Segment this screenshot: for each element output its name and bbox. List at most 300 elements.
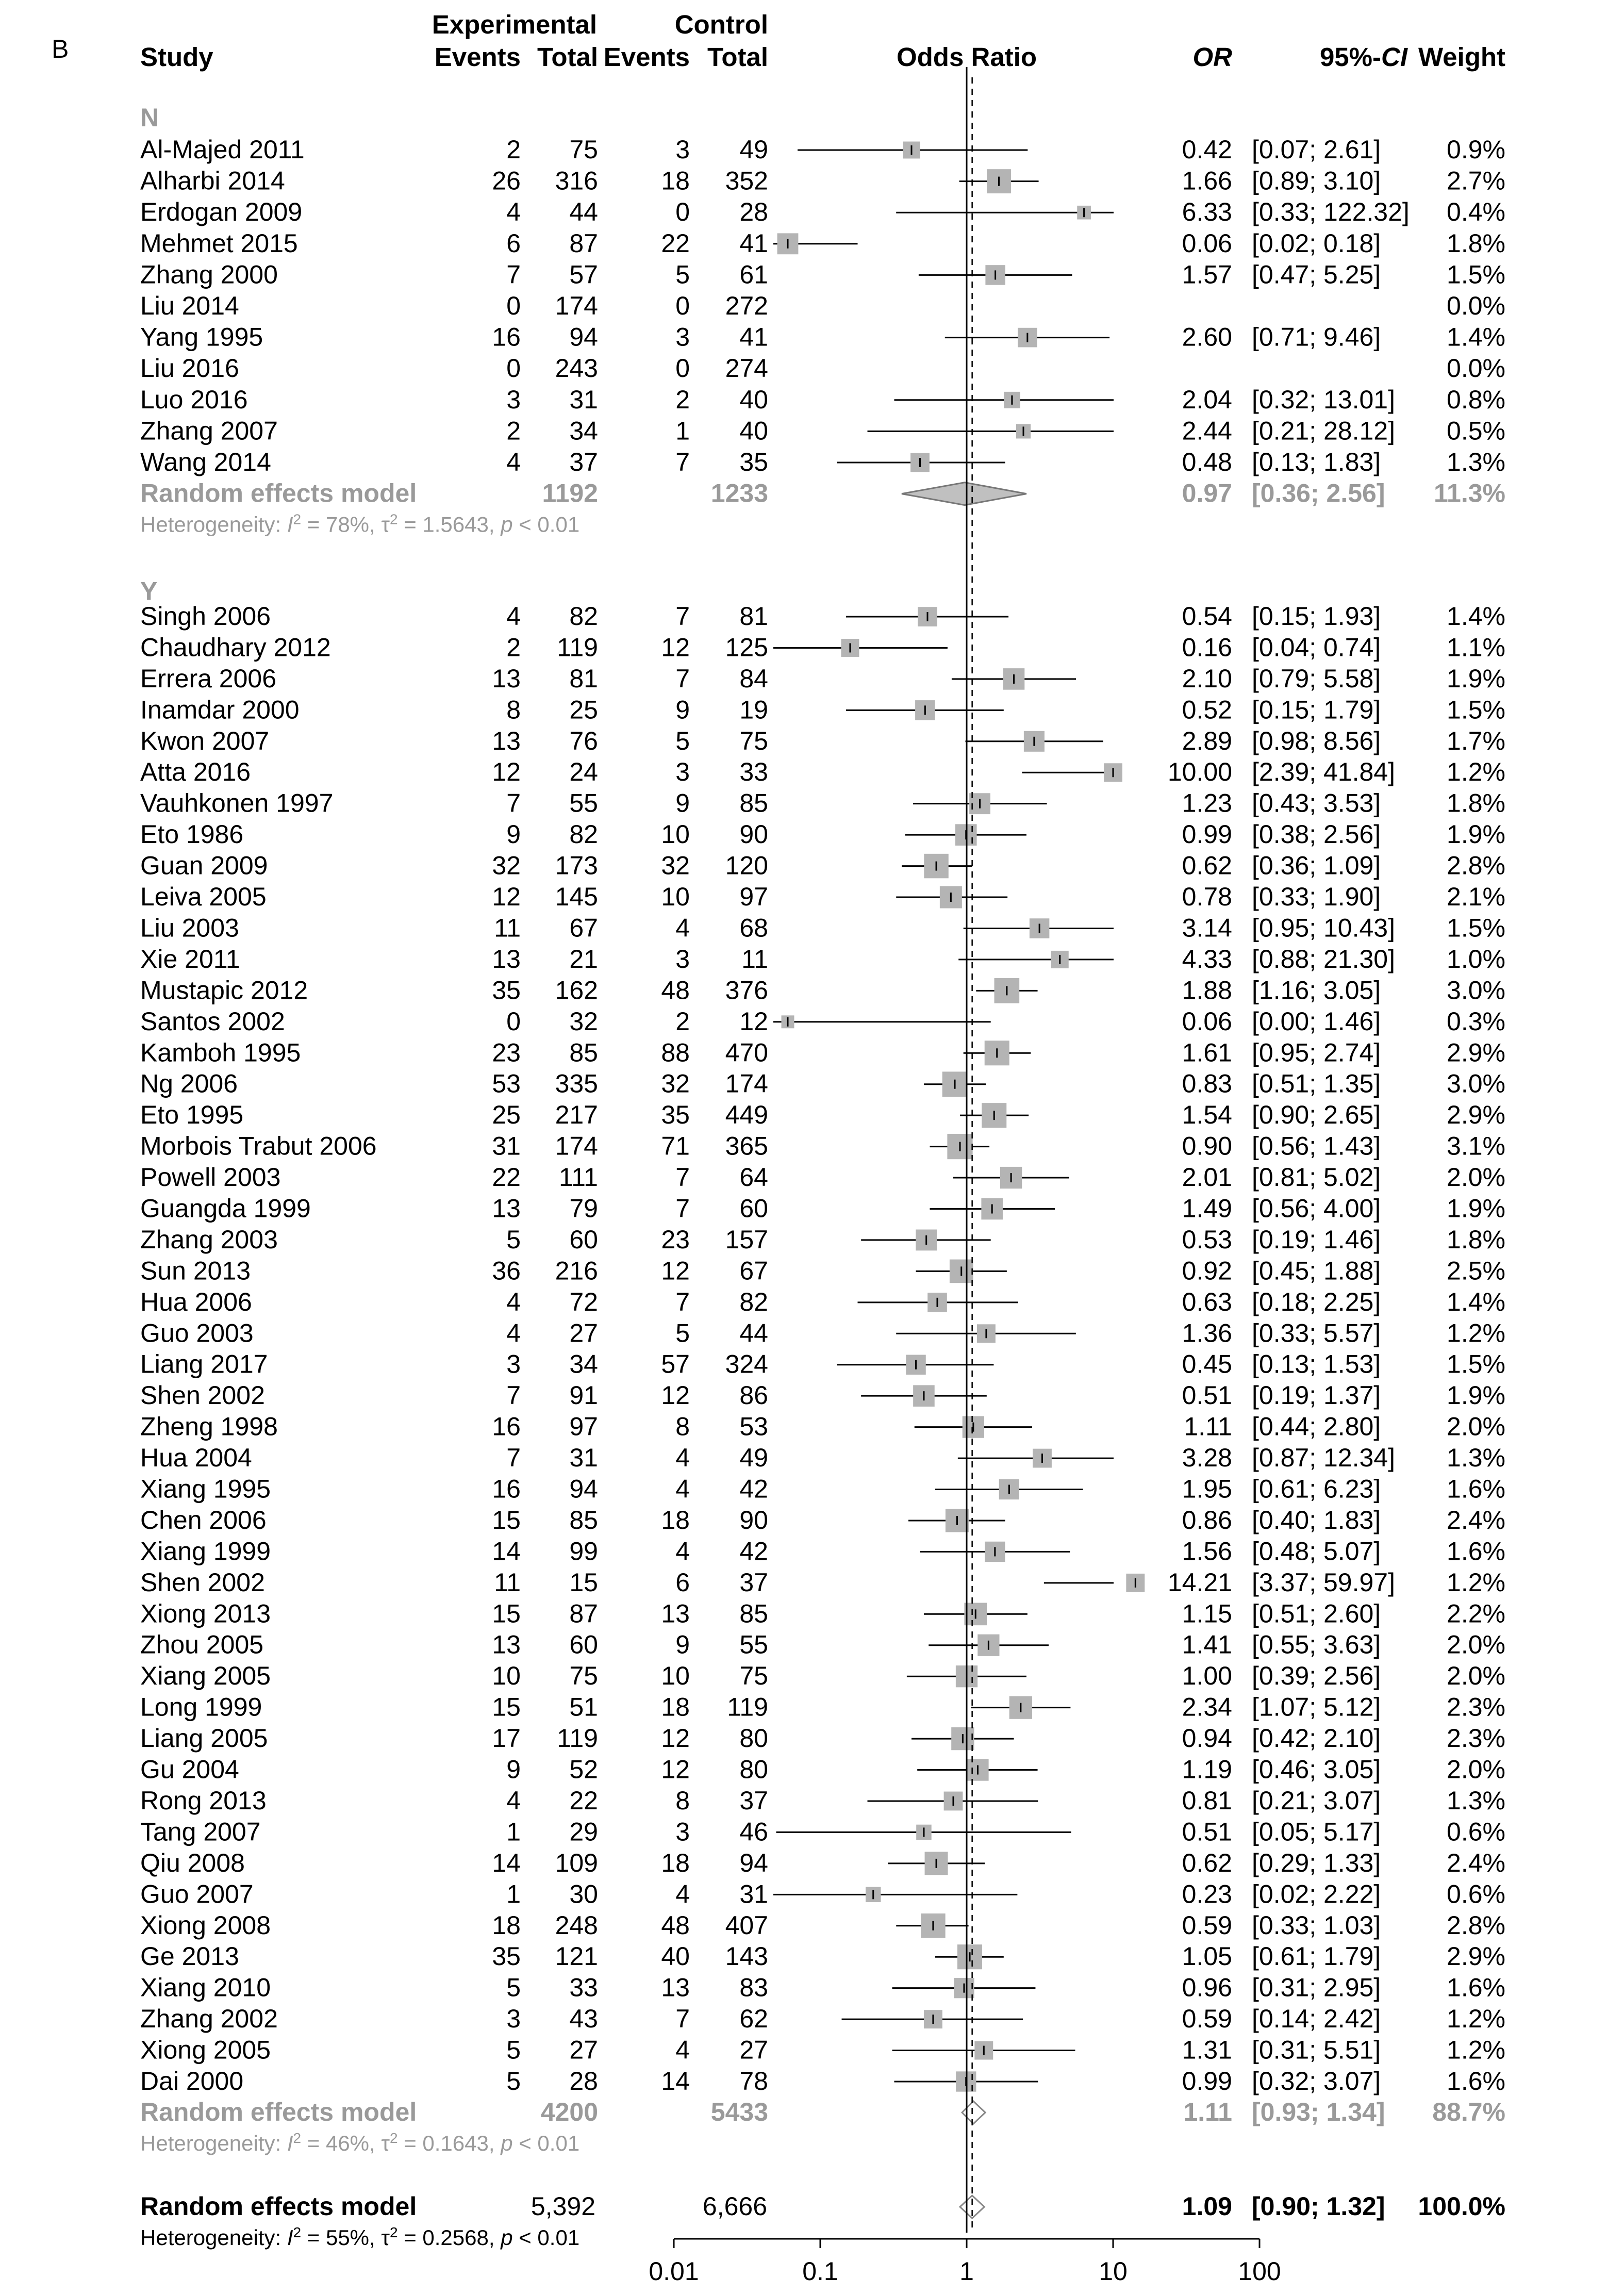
exp-events: 3 bbox=[506, 1349, 521, 1379]
exp-total: 76 bbox=[569, 726, 598, 755]
ctrl-events: 9 bbox=[675, 788, 690, 818]
ctrl-total: 27 bbox=[739, 2035, 768, 2065]
study-row bbox=[140, 1693, 1505, 1722]
group-n-summary-label: Random effects model bbox=[140, 478, 417, 508]
exp-total: 67 bbox=[569, 913, 598, 943]
ctrl-total: 40 bbox=[739, 416, 768, 445]
exp-total: 85 bbox=[569, 1038, 598, 1067]
weight-value: 1.1% bbox=[1447, 633, 1505, 662]
ci-value: [0.21; 3.07] bbox=[1252, 1786, 1381, 1815]
weight-value: 1.6% bbox=[1447, 1973, 1505, 2002]
weight-value: 0.9% bbox=[1447, 135, 1505, 164]
ci-value: [0.31; 2.95] bbox=[1252, 1973, 1381, 2002]
study-name: Zhou 2005 bbox=[140, 1630, 264, 1659]
study-row bbox=[140, 167, 1505, 195]
ci-value: [0.61; 1.79] bbox=[1252, 1942, 1381, 1971]
ci-value: [0.33; 1.90] bbox=[1252, 882, 1381, 912]
x-tick-label: 10 bbox=[1099, 2257, 1128, 2286]
study-row bbox=[140, 135, 1505, 164]
ci-value: [0.02; 2.22] bbox=[1252, 1879, 1381, 1909]
or-value: 2.60 bbox=[1182, 322, 1232, 352]
or-value: 0.23 bbox=[1182, 1879, 1232, 1909]
ci-value: [0.32; 13.01] bbox=[1252, 385, 1396, 414]
ctrl-total: 46 bbox=[739, 1817, 768, 1846]
weight-value: 2.3% bbox=[1447, 1692, 1505, 1722]
or-value: 0.92 bbox=[1182, 1256, 1232, 1285]
study-row bbox=[140, 291, 1505, 320]
ctrl-total: 324 bbox=[725, 1349, 768, 1379]
or-value: 0.54 bbox=[1182, 602, 1232, 631]
study-name: Zhang 2000 bbox=[140, 260, 278, 289]
study-name: Erdogan 2009 bbox=[140, 197, 303, 227]
exp-events: 23 bbox=[492, 1038, 521, 1067]
ctrl-total: 78 bbox=[739, 2067, 768, 2095]
exp-events: 0 bbox=[506, 291, 521, 320]
study-row bbox=[140, 1879, 1505, 1908]
weight-value: 1.8% bbox=[1447, 228, 1505, 258]
study-row bbox=[140, 789, 1505, 818]
study-row bbox=[140, 851, 1505, 880]
exp-total: 34 bbox=[569, 416, 598, 445]
ctrl-events: 7 bbox=[675, 1194, 690, 1223]
overall-or: 1.09 bbox=[1182, 2192, 1232, 2221]
study-name: Xie 2011 bbox=[140, 944, 240, 973]
exp-events: 12 bbox=[492, 882, 521, 912]
study-row bbox=[140, 882, 1505, 911]
or-value: 1.41 bbox=[1182, 1630, 1232, 1659]
exp-events: 3 bbox=[506, 2004, 521, 2034]
exp-events: 2 bbox=[506, 135, 521, 164]
study-name: Atta 2016 bbox=[140, 757, 251, 787]
or-value: 0.59 bbox=[1182, 2004, 1232, 2034]
study-row bbox=[140, 1661, 1505, 1690]
overall-ctrl-total: 6,666 bbox=[702, 2192, 767, 2221]
or-value: 0.06 bbox=[1182, 1006, 1232, 1036]
exp-events: 16 bbox=[492, 1412, 521, 1441]
exp-events: 35 bbox=[492, 976, 521, 1005]
weight-value: 1.2% bbox=[1447, 2035, 1505, 2065]
ctrl-total: 83 bbox=[739, 1973, 768, 2002]
exp-total: 31 bbox=[569, 1443, 598, 1473]
ctrl-total: 42 bbox=[739, 1537, 768, 1566]
study-name: Chen 2006 bbox=[140, 1505, 267, 1534]
exp-total: 24 bbox=[569, 757, 598, 787]
group-label-y: Y bbox=[140, 576, 158, 606]
ctrl-events: 71 bbox=[661, 1131, 690, 1161]
weight-value: 0.6% bbox=[1447, 1817, 1505, 1846]
weight-value: 1.9% bbox=[1447, 664, 1505, 693]
study-name: Zhang 2007 bbox=[140, 416, 278, 445]
study-name: Xiang 1999 bbox=[140, 1537, 271, 1566]
or-value: 0.78 bbox=[1182, 882, 1232, 912]
exp-events: 11 bbox=[494, 1567, 521, 1597]
ctrl-total: 41 bbox=[739, 228, 768, 258]
ci-value: [0.32; 3.07] bbox=[1252, 2067, 1381, 2095]
study-row bbox=[140, 1817, 1505, 1846]
weight-value: 1.9% bbox=[1447, 820, 1505, 849]
study-row bbox=[140, 1599, 1505, 1628]
study-row bbox=[140, 2036, 1505, 2065]
study-name: Xiong 2013 bbox=[140, 1599, 271, 1628]
study-row bbox=[140, 1256, 1505, 1285]
study-row bbox=[140, 1568, 1505, 1597]
group-y-summary-diamond bbox=[962, 2101, 985, 2124]
study-name: Zhang 2003 bbox=[140, 1225, 278, 1254]
exp-events: 13 bbox=[492, 944, 521, 973]
or-value: 14.21 bbox=[1167, 1567, 1232, 1597]
header-ctrl-events: Events bbox=[603, 42, 690, 72]
study-name: Kwon 2007 bbox=[140, 726, 270, 755]
group-y-heterogeneity: Heterogeneity: $I^2 = 46\%$, $\tau^2 = 0.1643$, p < 0.01 bbox=[140, 2130, 580, 2155]
study-name: Gu 2004 bbox=[140, 1755, 239, 1784]
ci-value: [0.55; 3.63] bbox=[1252, 1630, 1381, 1659]
exp-total: 72 bbox=[569, 1287, 598, 1316]
weight-value: 2.8% bbox=[1447, 851, 1505, 880]
ctrl-events: 4 bbox=[675, 913, 690, 943]
ctrl-total: 53 bbox=[739, 1412, 768, 1441]
exp-events: 2 bbox=[506, 633, 521, 662]
exp-total: 15 bbox=[569, 1567, 598, 1597]
ctrl-total: 55 bbox=[739, 1630, 768, 1659]
ctrl-events: 40 bbox=[661, 1942, 690, 1971]
or-value: 1.95 bbox=[1182, 1474, 1232, 1504]
ci-value: [0.07; 2.61] bbox=[1252, 135, 1381, 164]
exp-events: 17 bbox=[492, 1724, 521, 1753]
exp-events: 3 bbox=[506, 385, 521, 414]
weight-value: 1.6% bbox=[1447, 1474, 1505, 1504]
weight-value: 1.3% bbox=[1447, 448, 1505, 476]
study-row bbox=[140, 976, 1505, 1004]
weight-value: 2.9% bbox=[1447, 1942, 1505, 1971]
study-row bbox=[140, 1942, 1505, 1971]
ctrl-total: 41 bbox=[739, 322, 768, 352]
study-row bbox=[140, 1475, 1505, 1504]
or-value: 0.63 bbox=[1182, 1287, 1232, 1316]
exp-events: 5 bbox=[506, 1225, 521, 1254]
study-name: Santos 2002 bbox=[140, 1006, 285, 1036]
weight-value: 1.5% bbox=[1447, 913, 1505, 943]
ctrl-events: 0 bbox=[675, 354, 690, 383]
exp-total: 32 bbox=[569, 1006, 598, 1036]
study-name: Luo 2016 bbox=[140, 385, 248, 414]
ctrl-events: 3 bbox=[675, 322, 690, 352]
weight-value: 1.4% bbox=[1447, 602, 1505, 631]
exp-total: 79 bbox=[569, 1194, 598, 1223]
ctrl-total: 62 bbox=[739, 2004, 768, 2034]
ctrl-total: 75 bbox=[739, 726, 768, 755]
ci-value: [0.56; 1.43] bbox=[1252, 1131, 1381, 1161]
weight-value: 0.3% bbox=[1447, 1006, 1505, 1036]
study-row bbox=[140, 416, 1505, 445]
or-value: 1.23 bbox=[1182, 788, 1232, 818]
group-y-summary-ctrl-total: 5433 bbox=[710, 2098, 768, 2126]
ctrl-total: 35 bbox=[739, 448, 768, 476]
exp-events: 7 bbox=[506, 1443, 521, 1473]
study-name: Shen 2002 bbox=[140, 1567, 265, 1597]
study-row bbox=[140, 2067, 1505, 2095]
exp-total: 94 bbox=[569, 1474, 598, 1504]
ci-value: [0.42; 2.10] bbox=[1252, 1724, 1381, 1753]
ctrl-total: 174 bbox=[725, 1069, 768, 1098]
ctrl-total: 274 bbox=[725, 354, 768, 383]
or-value: 2.10 bbox=[1182, 664, 1232, 693]
weight-value: 2.9% bbox=[1447, 1038, 1505, 1067]
weight-value: 1.8% bbox=[1447, 788, 1505, 818]
ctrl-total: 64 bbox=[739, 1163, 768, 1192]
exp-events: 15 bbox=[492, 1692, 521, 1722]
ctrl-total: 11 bbox=[741, 944, 768, 973]
ctrl-total: 37 bbox=[739, 1786, 768, 1815]
group-y-summary-or: 1.11 bbox=[1183, 2098, 1232, 2126]
study-row bbox=[140, 727, 1505, 755]
weight-value: 2.0% bbox=[1447, 1755, 1505, 1784]
ci-value: [0.87; 12.34] bbox=[1252, 1443, 1396, 1473]
ctrl-total: 42 bbox=[739, 1474, 768, 1504]
weight-value: 1.6% bbox=[1447, 2067, 1505, 2095]
study-name: Singh 2006 bbox=[140, 602, 271, 631]
or-value: 0.96 bbox=[1182, 1973, 1232, 2002]
study-name: Morbois Trabut 2006 bbox=[140, 1131, 377, 1161]
ctrl-events: 6 bbox=[675, 1567, 690, 1597]
ci-value: [0.61; 6.23] bbox=[1252, 1474, 1381, 1504]
ci-value: [0.89; 3.10] bbox=[1252, 166, 1381, 195]
weight-value: 0.0% bbox=[1447, 291, 1505, 320]
ctrl-events: 7 bbox=[675, 448, 690, 476]
ci-value: [0.13; 1.53] bbox=[1252, 1349, 1381, 1379]
weight-value: 2.0% bbox=[1447, 1630, 1505, 1659]
ctrl-events: 12 bbox=[661, 1381, 690, 1410]
weight-value: 2.2% bbox=[1447, 1599, 1505, 1628]
exp-events: 0 bbox=[506, 354, 521, 383]
exp-events: 12 bbox=[492, 757, 521, 787]
ctrl-events: 8 bbox=[675, 1786, 690, 1815]
weight-value: 1.2% bbox=[1447, 1318, 1505, 1348]
overall-exp-total: 5,392 bbox=[531, 2192, 595, 2221]
weight-value: 2.5% bbox=[1447, 1256, 1505, 1285]
ctrl-events: 14 bbox=[661, 2067, 690, 2095]
study-name: Sun 2013 bbox=[140, 1256, 251, 1285]
or-value: 2.44 bbox=[1182, 416, 1232, 445]
ctrl-total: 31 bbox=[739, 1879, 768, 1909]
weight-value: 2.0% bbox=[1447, 1412, 1505, 1441]
or-value: 3.14 bbox=[1182, 913, 1232, 943]
ctrl-events: 4 bbox=[675, 1443, 690, 1473]
ctrl-total: 40 bbox=[739, 385, 768, 414]
weight-value: 2.0% bbox=[1447, 1163, 1505, 1192]
study-row bbox=[140, 1288, 1505, 1316]
exp-events: 10 bbox=[492, 1661, 521, 1691]
study-name: Guo 2007 bbox=[140, 1879, 254, 1909]
weight-value: 1.4% bbox=[1447, 1287, 1505, 1316]
exp-total: 75 bbox=[569, 1661, 598, 1691]
exp-events: 8 bbox=[506, 695, 521, 724]
or-value: 1.31 bbox=[1182, 2035, 1232, 2065]
or-value: 0.53 bbox=[1182, 1225, 1232, 1254]
weight-value: 1.2% bbox=[1447, 757, 1505, 787]
or-value: 0.16 bbox=[1182, 633, 1232, 662]
or-value: 2.89 bbox=[1182, 726, 1232, 755]
study-row bbox=[140, 229, 1505, 258]
exp-events: 14 bbox=[492, 1537, 521, 1566]
exp-total: 29 bbox=[569, 1817, 598, 1846]
ci-value: [0.51; 2.60] bbox=[1252, 1599, 1381, 1628]
or-value: 0.59 bbox=[1182, 1910, 1232, 1940]
ctrl-events: 3 bbox=[675, 757, 690, 787]
or-value: 6.33 bbox=[1182, 197, 1232, 227]
ci-value: [0.29; 1.33] bbox=[1252, 1848, 1381, 1877]
weight-value: 2.9% bbox=[1447, 1100, 1505, 1130]
weight-value: 2.4% bbox=[1447, 1848, 1505, 1877]
study-row bbox=[140, 1786, 1505, 1815]
ctrl-total: 449 bbox=[725, 1100, 768, 1130]
ctrl-total: 119 bbox=[727, 1692, 768, 1722]
or-value: 0.99 bbox=[1182, 2067, 1232, 2095]
study-row bbox=[140, 1100, 1505, 1129]
ctrl-events: 13 bbox=[661, 1599, 690, 1628]
ctrl-total: 90 bbox=[739, 820, 768, 849]
study-name: Xiang 2010 bbox=[140, 1973, 271, 2002]
exp-total: 28 bbox=[569, 2067, 598, 2095]
or-value: 1.54 bbox=[1182, 1100, 1232, 1130]
ctrl-total: 12 bbox=[739, 1006, 768, 1036]
or-value: 1.88 bbox=[1182, 976, 1232, 1005]
study-row bbox=[140, 1412, 1505, 1441]
study-row bbox=[140, 757, 1505, 786]
ci-value: [0.43; 3.53] bbox=[1252, 788, 1381, 818]
ctrl-total: 97 bbox=[739, 882, 768, 912]
ci-value: [0.33; 122.32] bbox=[1252, 197, 1410, 227]
ci-value: [0.79; 5.58] bbox=[1252, 664, 1381, 693]
ctrl-total: 157 bbox=[725, 1225, 768, 1254]
exp-events: 5 bbox=[506, 2067, 521, 2095]
ctrl-total: 44 bbox=[739, 1318, 768, 1348]
x-tick-label: 100 bbox=[1238, 2257, 1281, 2286]
group-y-summary-label: Random effects model bbox=[140, 2098, 417, 2126]
group-n-summary-diamond bbox=[902, 483, 1026, 505]
or-value: 0.99 bbox=[1182, 820, 1232, 849]
exp-total: 316 bbox=[555, 166, 598, 195]
exp-events: 14 bbox=[492, 1848, 521, 1877]
exp-total: 34 bbox=[569, 1349, 598, 1379]
study-name: Zhang 2002 bbox=[140, 2004, 278, 2034]
weight-value: 1.8% bbox=[1447, 1225, 1505, 1254]
group-label-n: N bbox=[140, 103, 159, 132]
or-value: 0.62 bbox=[1182, 851, 1232, 880]
study-name: Liu 2003 bbox=[140, 913, 239, 943]
weight-value: 1.7% bbox=[1447, 726, 1505, 755]
or-value: 1.56 bbox=[1182, 1537, 1232, 1566]
or-value: 2.04 bbox=[1182, 385, 1232, 414]
ci-value: [0.31; 5.51] bbox=[1252, 2035, 1381, 2065]
ctrl-total: 84 bbox=[739, 664, 768, 693]
or-value: 2.01 bbox=[1182, 1163, 1232, 1192]
ci-value: [0.13; 1.83] bbox=[1252, 448, 1381, 476]
study-row bbox=[140, 1849, 1505, 1877]
ctrl-events: 35 bbox=[661, 1100, 690, 1130]
study-name: Xiang 2005 bbox=[140, 1661, 271, 1691]
exp-total: 33 bbox=[569, 1973, 598, 2002]
or-value: 0.94 bbox=[1182, 1724, 1232, 1753]
ctrl-events: 48 bbox=[661, 976, 690, 1005]
study-row bbox=[140, 1630, 1505, 1659]
weight-value: 2.1% bbox=[1447, 882, 1505, 912]
ci-value: [0.21; 28.12] bbox=[1252, 416, 1396, 445]
or-value: 3.28 bbox=[1182, 1443, 1232, 1473]
study-name: Dai 2000 bbox=[140, 2067, 244, 2095]
ctrl-events: 18 bbox=[661, 1505, 690, 1534]
ctrl-events: 88 bbox=[661, 1038, 690, 1067]
study-row bbox=[140, 602, 1505, 631]
exp-events: 7 bbox=[506, 1381, 521, 1410]
ctrl-events: 0 bbox=[675, 197, 690, 227]
header-exp-events: Events bbox=[434, 42, 521, 72]
or-value: 0.52 bbox=[1182, 695, 1232, 724]
ctrl-events: 32 bbox=[661, 851, 690, 880]
exp-events: 25 bbox=[492, 1100, 521, 1130]
ctrl-events: 7 bbox=[675, 1163, 690, 1192]
ci-value: [0.44; 2.80] bbox=[1252, 1412, 1381, 1441]
exp-events: 9 bbox=[506, 1755, 521, 1784]
ctrl-events: 12 bbox=[661, 633, 690, 662]
header-experimental: Experimental bbox=[432, 10, 597, 39]
ci-value: [1.07; 5.12] bbox=[1252, 1692, 1381, 1722]
exp-total: 119 bbox=[557, 1724, 598, 1753]
ctrl-total: 365 bbox=[725, 1131, 768, 1161]
ci-value: [0.33; 5.57] bbox=[1252, 1318, 1381, 1348]
exp-total: 91 bbox=[569, 1381, 598, 1410]
ci-value: [0.45; 1.88] bbox=[1252, 1256, 1381, 1285]
weight-value: 1.3% bbox=[1447, 1786, 1505, 1815]
ci-value: [0.40; 1.83] bbox=[1252, 1505, 1381, 1534]
exp-total: 57 bbox=[569, 260, 598, 289]
study-row bbox=[140, 1973, 1505, 2002]
exp-total: 22 bbox=[569, 1786, 598, 1815]
ci-value: [0.51; 1.35] bbox=[1252, 1069, 1381, 1098]
exp-events: 53 bbox=[492, 1069, 521, 1098]
ctrl-events: 18 bbox=[661, 166, 690, 195]
ctrl-events: 3 bbox=[675, 135, 690, 164]
exp-total: 82 bbox=[569, 602, 598, 631]
weight-value: 2.4% bbox=[1447, 1505, 1505, 1534]
ctrl-total: 125 bbox=[725, 633, 768, 662]
ctrl-total: 120 bbox=[725, 851, 768, 880]
ci-value: [0.19; 1.37] bbox=[1252, 1381, 1381, 1410]
exp-events: 13 bbox=[492, 1194, 521, 1223]
exp-events: 13 bbox=[492, 664, 521, 693]
exp-total: 109 bbox=[555, 1848, 598, 1877]
ctrl-events: 12 bbox=[661, 1724, 690, 1753]
study-name: Leiva 2005 bbox=[140, 882, 267, 912]
or-value: 4.33 bbox=[1182, 944, 1232, 973]
exp-events: 2 bbox=[506, 416, 521, 445]
ctrl-events: 18 bbox=[661, 1848, 690, 1877]
group-n-summary-or: 0.97 bbox=[1182, 478, 1232, 508]
group-y-summary-weight: 88.7% bbox=[1432, 2098, 1505, 2126]
group-n-summary-ctrl-total: 1233 bbox=[710, 478, 768, 508]
or-value: 1.11 bbox=[1184, 1412, 1232, 1441]
ctrl-total: 82 bbox=[739, 1287, 768, 1316]
exp-events: 31 bbox=[492, 1131, 521, 1161]
study-name: Eto 1986 bbox=[140, 820, 244, 849]
exp-events: 7 bbox=[506, 260, 521, 289]
group-n-summary-exp-total: 1192 bbox=[542, 478, 598, 508]
exp-total: 111 bbox=[558, 1163, 598, 1192]
ctrl-total: 90 bbox=[739, 1505, 768, 1534]
study-name: Eto 1995 bbox=[140, 1100, 244, 1130]
study-row bbox=[140, 1318, 1505, 1347]
group-n-heterogeneity: Heterogeneity: $I^2 = 78\%$, $\tau^2 = 1.5643$, p < 0.01 bbox=[140, 511, 580, 537]
weight-value: 2.7% bbox=[1447, 166, 1505, 195]
